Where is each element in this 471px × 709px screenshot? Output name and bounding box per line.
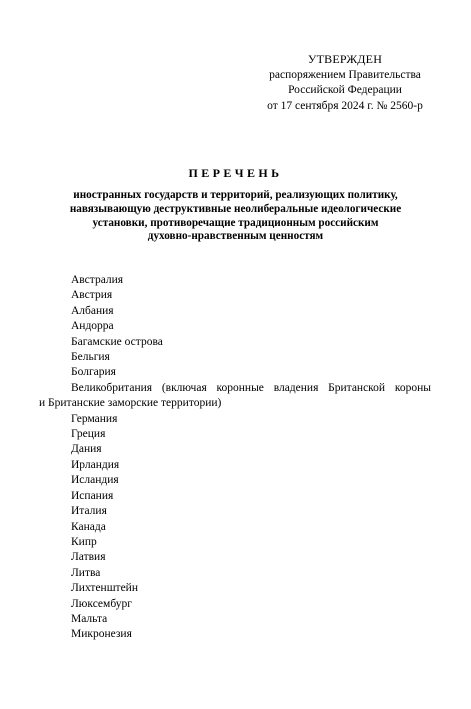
subtitle-line-4: духовно-нравственным ценностям [147, 230, 324, 243]
approval-line-3: от 17 сентября 2024 г. № 2560-р [267, 99, 423, 112]
subtitle-line-3: установки, противоречащие традиционным российским [92, 216, 379, 229]
document-subtitle [48, 189, 423, 244]
list-item-uk [0, 381, 471, 412]
list-item: Бельгия [71, 351, 110, 364]
list-item: Литва [71, 566, 101, 579]
subtitle-line-2: навязывающую деструктивные неолиберальные идеологические [69, 202, 402, 215]
list-item: Ирландия [71, 458, 120, 471]
approval-line-2: Российской Федерации [288, 84, 402, 96]
list-item: Мальта [71, 612, 108, 625]
list-item: Дания [71, 443, 102, 456]
approval-heading: УТВЕРЖДЕН [307, 52, 383, 66]
list-item: Болгария [71, 366, 116, 379]
list-item: Канада [71, 520, 106, 533]
approval-block [245, 52, 445, 114]
list-item: Лихтенштейн [71, 582, 138, 595]
list-item: Италия [71, 505, 107, 518]
document-title: ПЕРЕЧЕНЬ [188, 166, 283, 180]
list-item-uk-line-1: Великобритания (включая коронные владения Британской короны [71, 381, 431, 394]
list-item: Греция [71, 428, 106, 441]
list-item: Латвия [71, 551, 106, 564]
country-list [0, 273, 471, 643]
list-item: Германия [71, 412, 118, 425]
list-item: Кипр [71, 535, 97, 548]
list-item: Багамские острова [71, 335, 163, 348]
subtitle-line-1: иностранных государств и территорий, реализующих политику, [73, 189, 398, 201]
list-item: Австрия [71, 289, 113, 302]
list-item: Исландия [71, 474, 119, 487]
list-item-uk-line-2: и Британские заморские территории) [39, 397, 222, 410]
list-item: Люксембург [71, 597, 132, 610]
list-item: Микронезия [71, 628, 132, 641]
approval-line-1: распоряжением Правительства [269, 68, 421, 81]
list-item: Австралия [71, 274, 124, 286]
list-item: Албания [71, 304, 114, 317]
list-item: Испания [71, 489, 114, 502]
list-item: Андорра [71, 320, 114, 333]
